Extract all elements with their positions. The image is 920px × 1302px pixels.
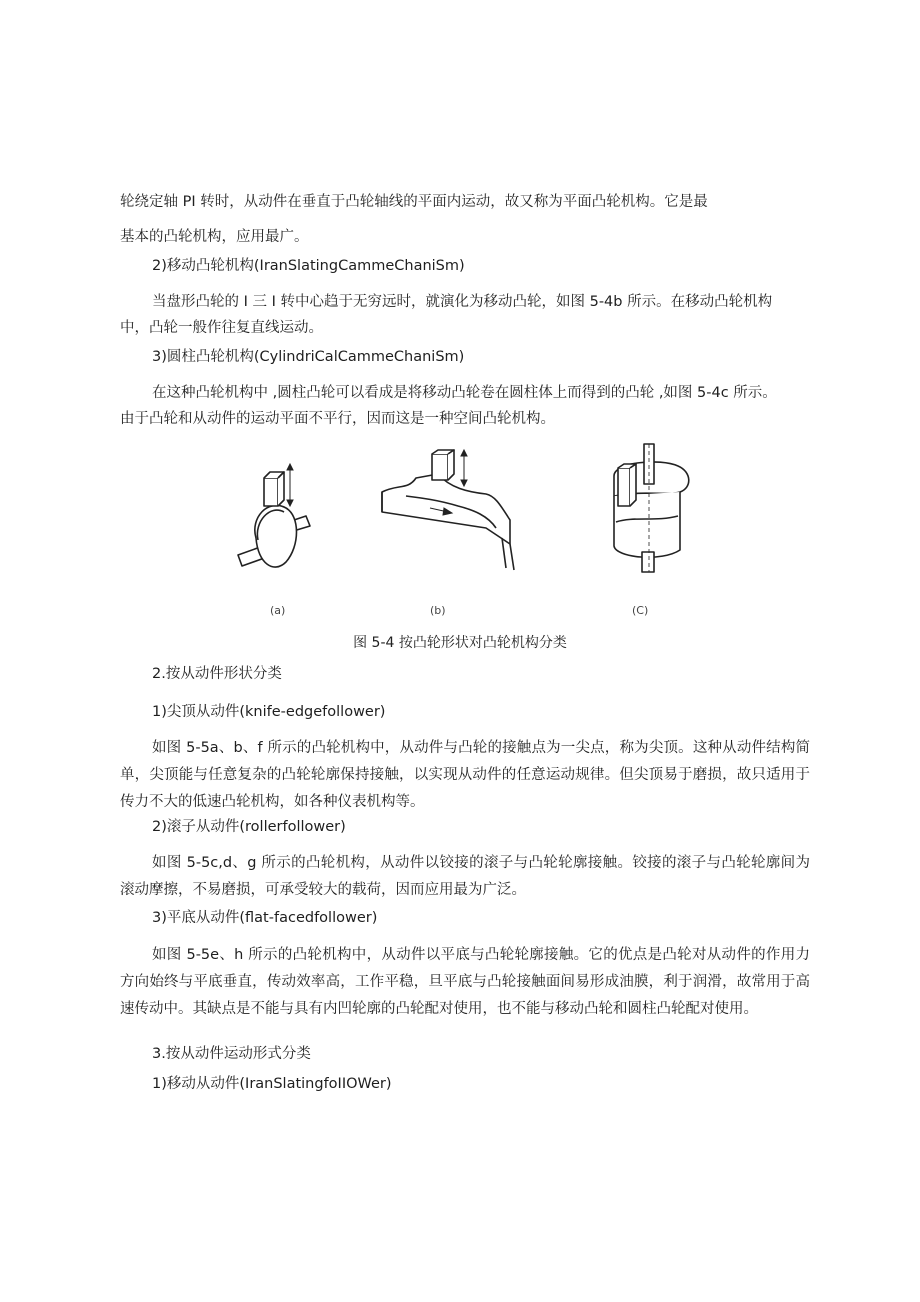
paragraph-roller: 如图 5-5c,d、g 所示的凸轮机构，从动件以铰接的滚子与凸轮轮廓接触。铰接的滚子与凸轮轮廓间为滚动摩擦，不易磨损，可承受较大的载荷，因而应用最为广泛。 [120, 855, 810, 898]
paragraph-flat-faced: 如图 5-5e、h 所示的凸轮机构中，从动件以平底与凸轮轮廓接触。它的优点是凸轮对从动件的作用力方向始终与平底垂直，传动效率高，工作平稳，旦平底与凸轮接触面间易形成油膜，利于润滑，故常用于高速传动中。其缺点是不能与具有内凹轮廓的凸轮配对使用，也不能与移动凸轮和圆柱凸轮配对使用。 [120, 947, 810, 1017]
figure-label-b: (b) [430, 604, 446, 617]
section-heading: 1)尖顶从动件(knife-edgefollower) [152, 704, 386, 720]
figure-label-a: (a) [270, 604, 286, 617]
section-heading: 2)滚子从动件(rollerfollower) [152, 819, 346, 835]
figure-caption: 图 5-4 按凸轮形状对凸轮机构分类 [353, 635, 567, 651]
text-line: 基本的凸轮机构，应用最广。 [120, 229, 309, 245]
section-heading: 3)圆柱凸轮机构(CylindriCalCammeChaniSm) [152, 349, 465, 365]
section-heading: 1)移动从动件(IranSlatingfoIIOWer) [152, 1076, 392, 1092]
section-heading: 3)平底从动件(flat-facedfollower) [152, 910, 378, 926]
section-heading: 2.按从动件形状分类 [152, 666, 282, 682]
text-line: 由于凸轮和从动件的运动平面不平行，因而这是一种空间凸轮机构。 [120, 411, 555, 427]
disc-cam-illustration [228, 460, 328, 590]
translating-cam-illustration [378, 448, 523, 578]
figure-label-c: (C) [632, 604, 649, 617]
section-heading: 2)移动凸轮机构(IranSlatingCammeChaniSm) [152, 258, 465, 274]
section-heading: 3.按从动件运动形式分类 [152, 1046, 311, 1062]
text-line: 在这种凸轮机构中 ,圆柱凸轮可以看成是将移动凸轮卷在圆柱体上而得到的凸轮 ,如图 5-4c 所示。 [152, 385, 777, 401]
text-line: 当盘形凸轮的 I 三 I 转中心趋于无穷远时，就演化为移动凸轮，如图 5-4b 所示。在移动凸轮机构 [152, 294, 773, 310]
paragraph-knife-edge: 如图 5-5a、b、f 所示的凸轮机构中，从动件与凸轮的接触点为一尖点，称为尖顶。这种从动件结构简单，尖顶能与任意复杂的凸轮轮廓保持接触，以实现从动件的任意运动规律。但尖顶易于磨损，故只适用于传力不大的低速凸轮机构，如各种仪表机构等。 [120, 740, 810, 810]
text-line: 中，凸轮一般作往复直线运动。 [120, 320, 323, 336]
text-line: 轮绕定轴 PI 转时，从动件在垂直于凸轮轴线的平面内运动，故又称为平面凸轮机构。它是最 [120, 194, 708, 210]
cylindrical-cam-illustration [600, 440, 700, 580]
